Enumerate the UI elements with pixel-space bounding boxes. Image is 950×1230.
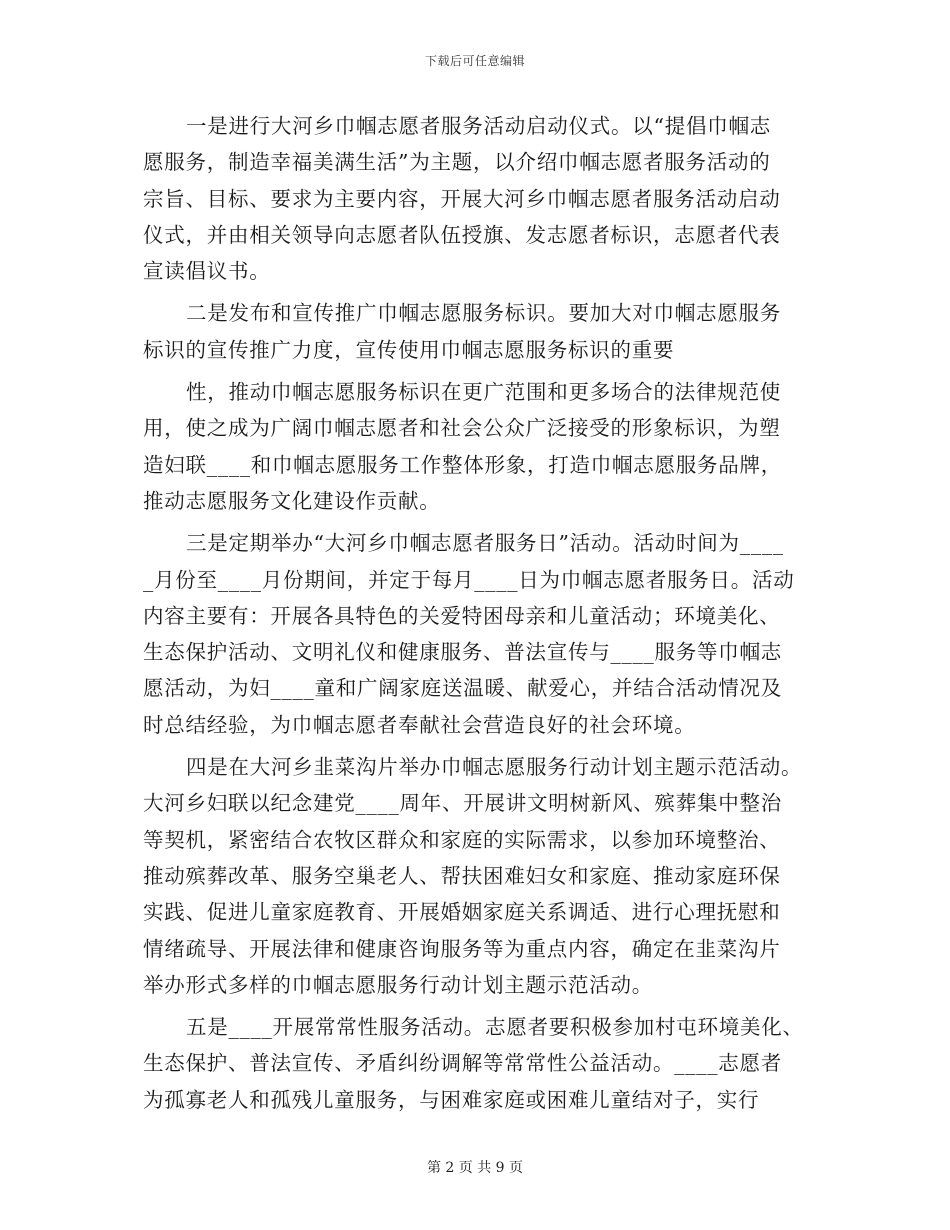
text-line: 造妇联____和巾帼志愿服务工作整体形象，打造巾帼志愿服务品牌， <box>143 452 782 477</box>
text-line: 三是定期举办“大河乡巾帼志愿者服务日”活动。活动时间为____ <box>186 531 784 556</box>
text-line: 标识的宣传推广力度，宣传使用巾帼志愿服务标识的重要 <box>143 337 675 362</box>
text-line: 等契机，紧密结合农牧区群众和家庭的实际需求，以参加环境整治、 <box>143 827 781 852</box>
text-line: 内容主要有：开展各具特色的关爱特困母亲和儿童活动；环境美化、 <box>143 603 781 628</box>
text-line: 时总结经验，为巾帼志愿者奉献社会营造良好的社会环境。 <box>143 712 696 737</box>
text-line: _月份至____月份期间，并定于每月____日为巾帼志愿者服务日。活动 <box>143 567 795 592</box>
document-body <box>143 108 808 1118</box>
text-line: 性，推动巾帼志愿服务标识在更广范围和更多场合的法律规范使 <box>186 380 781 405</box>
text-line: 为孤寡老人和孤残儿童服务，与困难家庭或困难儿童结对子，实行 <box>143 1087 760 1112</box>
text-line: 四是在大河乡韭菜沟片举办巾帼志愿服务行动计划主题示范活动。 <box>186 755 803 780</box>
text-line: 生态保护活动、文明礼仪和健康服务、普法宣传与____服务等巾帼志 <box>143 640 782 665</box>
text-line: 大河乡妇联以纪念建党____周年、开展讲文明树新风、殡葬集中整治 <box>143 791 782 816</box>
text-line: 生态保护、普法宣传、矛盾纠纷调解等常常性公益活动。____志愿者 <box>143 1051 782 1076</box>
header-note: 下载后可任意编辑 <box>424 54 525 68</box>
text-line: 愿服务，制造幸福美满生活”为主题，以介绍巾帼志愿者服务活动的 <box>143 150 771 175</box>
page-number: 第 2 页 共 9 页 <box>426 1160 524 1176</box>
text-line: 愿活动，为妇____童和广阔家庭送温暖、献爱心，并结合活动情况及 <box>143 676 782 701</box>
text-line: 用，使之成为广阔巾帼志愿者和社会公众广泛接受的形象标识，为塑 <box>143 416 781 441</box>
text-line: 宗旨、目标、要求为主要内容，开展大河乡巾帼志愿者服务活动启动 <box>143 186 781 211</box>
text-line: 推动志愿服务文化建设作贡献。 <box>143 488 441 513</box>
text-line: 五是____开展常常性服务活动。志愿者要积极参加村屯环境美化、 <box>186 1015 804 1040</box>
text-line: 仪式，并由相关领导向志愿者队伍授旗、发志愿者标识，志愿者代表 <box>143 222 781 247</box>
text-line: 情绪疏导、开展法律和健康咨询服务等为重点内容，确定在韭菜沟片 <box>143 936 781 961</box>
text-line: 实践、促进儿童家庭教育、开展婚姻家庭关系调适、进行心理抚慰和 <box>143 900 781 925</box>
text-line: 二是发布和宣传推广巾帼志愿服务标识。要加大对巾帼志愿服务 <box>186 301 781 326</box>
text-line: 推动殡葬改革、服务空巢老人、帮扶困难妇女和家庭、推动家庭环保 <box>143 863 781 888</box>
text-line: 宣读倡议书。 <box>143 259 271 284</box>
text-line: 举办形式多样的巾帼志愿服务行动计划主题示范活动。 <box>143 972 653 997</box>
text-line: 一是进行大河乡巾帼志愿者服务活动启动仪式。以“提倡巾帼志 <box>186 114 771 138</box>
